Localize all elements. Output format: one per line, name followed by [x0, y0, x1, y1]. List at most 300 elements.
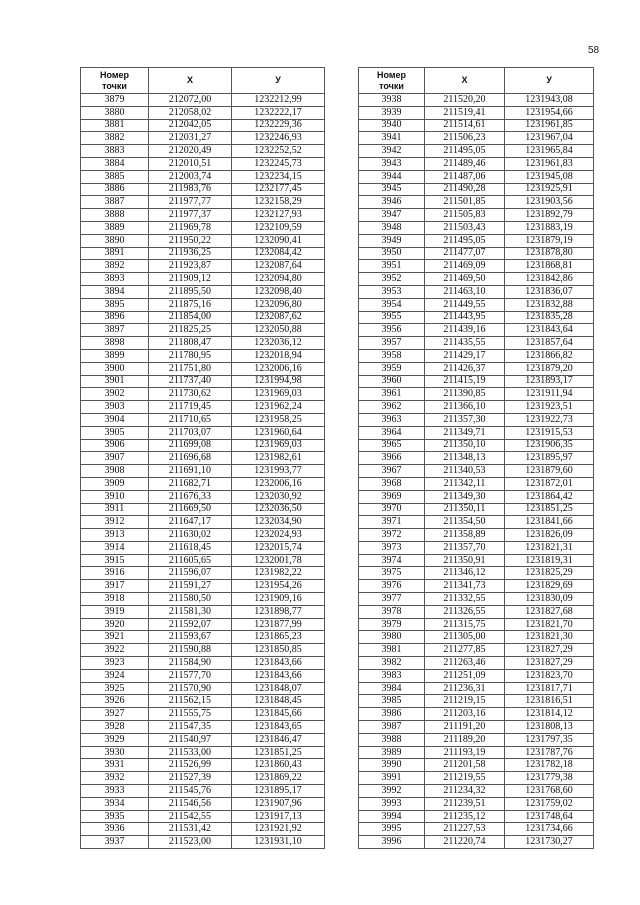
cell-point-number: 3992: [359, 785, 425, 798]
table-row: [81, 234, 325, 247]
table-row: [81, 132, 325, 145]
cell-y: 1231827,29: [505, 644, 594, 657]
header-x: X: [149, 68, 232, 94]
cell-x: 211332,55: [425, 593, 505, 606]
cell-x: 211235,12: [425, 810, 505, 823]
cell-point-number: 3906: [81, 439, 149, 452]
cell-x: 211305,00: [425, 631, 505, 644]
cell-y: 1231925,91: [505, 183, 594, 196]
cell-y: 1231832,88: [505, 298, 594, 311]
table-row: [81, 810, 325, 823]
cell-x: 211562,15: [149, 695, 232, 708]
table-row: [359, 785, 594, 798]
cell-point-number: 3993: [359, 797, 425, 810]
cell-y: 1231808,13: [505, 721, 594, 734]
table-row: [359, 631, 594, 644]
cell-y: 1231826,09: [505, 529, 594, 542]
table-row: [359, 273, 594, 286]
table-row: [359, 516, 594, 529]
cell-y: 1232024,93: [232, 529, 325, 542]
header-point-number: [359, 68, 425, 94]
cell-x: 211191,20: [425, 721, 505, 734]
cell-y: 1231851,25: [232, 746, 325, 759]
table-row: [81, 183, 325, 196]
cell-x: 211751,80: [149, 362, 232, 375]
cell-y: 1231893,17: [505, 375, 594, 388]
cell-x: 211435,55: [425, 337, 505, 350]
cell-point-number: 3988: [359, 733, 425, 746]
cell-x: 211710,65: [149, 413, 232, 426]
cell-x: 211808,47: [149, 337, 232, 350]
table-row: [359, 324, 594, 337]
table-row: [359, 823, 594, 836]
table-row: [359, 759, 594, 772]
cell-x: 211315,75: [425, 618, 505, 631]
table-row: [359, 772, 594, 785]
cell-x: 211682,71: [149, 477, 232, 490]
cell-x: 211219,55: [425, 772, 505, 785]
cell-y: 1231848,07: [232, 682, 325, 695]
cell-point-number: 3977: [359, 593, 425, 606]
table-row: [81, 375, 325, 388]
cell-point-number: 3962: [359, 401, 425, 414]
cell-y: 1231921,92: [232, 823, 325, 836]
cell-point-number: 3944: [359, 170, 425, 183]
cell-x: 211490,28: [425, 183, 505, 196]
cell-point-number: 3951: [359, 260, 425, 273]
cell-y: 1231843,66: [232, 657, 325, 670]
cell-x: 211357,30: [425, 413, 505, 426]
cell-y: 1231917,13: [232, 810, 325, 823]
cell-x: 211547,35: [149, 721, 232, 734]
table-row: [81, 337, 325, 350]
cell-point-number: 3925: [81, 682, 149, 695]
cell-x: 211540,97: [149, 733, 232, 746]
table-row: [81, 721, 325, 734]
cell-point-number: 3920: [81, 618, 149, 631]
table-row: [359, 349, 594, 362]
header-y: У: [505, 68, 594, 94]
cell-x: 211463,10: [425, 285, 505, 298]
cell-y: 1232094,80: [232, 273, 325, 286]
cell-x: 211936,25: [149, 247, 232, 260]
header-point-number-line1: Номер: [376, 70, 407, 81]
cell-y: 1231903,56: [505, 196, 594, 209]
table-row: [81, 695, 325, 708]
cell-x: 211469,50: [425, 273, 505, 286]
cell-point-number: 3922: [81, 644, 149, 657]
table-row: [359, 439, 594, 452]
cell-point-number: 3975: [359, 567, 425, 580]
cell-x: 211514,61: [425, 119, 505, 132]
cell-y: 1231848,45: [232, 695, 325, 708]
cell-y: 1231759,02: [505, 797, 594, 810]
cell-x: 211584,90: [149, 657, 232, 670]
cell-x: 211875,16: [149, 298, 232, 311]
cell-y: 1232050,88: [232, 324, 325, 337]
cell-y: 1232018,94: [232, 349, 325, 362]
cell-point-number: 3917: [81, 580, 149, 593]
cell-y: 1232252,52: [232, 145, 325, 158]
table-row: [359, 810, 594, 823]
cell-y: 1231906,35: [505, 439, 594, 452]
cell-point-number: 3971: [359, 516, 425, 529]
cell-x: 211909,12: [149, 273, 232, 286]
header-x: X: [425, 68, 505, 94]
table-row: [359, 234, 594, 247]
cell-x: 211950,22: [149, 234, 232, 247]
table-row: [359, 413, 594, 426]
cell-y: 1231841,66: [505, 516, 594, 529]
cell-x: 211358,89: [425, 529, 505, 542]
cell-point-number: 3985: [359, 695, 425, 708]
cell-point-number: 3928: [81, 721, 149, 734]
cell-y: 1231962,24: [232, 401, 325, 414]
cell-x: 211503,43: [425, 221, 505, 234]
table-row: [359, 541, 594, 554]
table-row: [81, 785, 325, 798]
cell-point-number: 3964: [359, 426, 425, 439]
cell-point-number: 3965: [359, 439, 425, 452]
cell-point-number: 3929: [81, 733, 149, 746]
table-row: [81, 247, 325, 260]
cell-x: 211193,19: [425, 746, 505, 759]
table-row: [359, 452, 594, 465]
cell-point-number: 3913: [81, 529, 149, 542]
coordinates-table-left: [80, 67, 325, 849]
cell-y: 1231869,22: [232, 772, 325, 785]
cell-y: 1231923,51: [505, 401, 594, 414]
cell-point-number: 3914: [81, 541, 149, 554]
cell-point-number: 3970: [359, 503, 425, 516]
table-row: [81, 452, 325, 465]
table-body-right: [359, 94, 594, 849]
table-row: [359, 183, 594, 196]
table-row: [359, 260, 594, 273]
cell-point-number: 3886: [81, 183, 149, 196]
cell-y: 1232234,15: [232, 170, 325, 183]
cell-point-number: 3912: [81, 516, 149, 529]
cell-y: 1231843,64: [505, 324, 594, 337]
cell-point-number: 3949: [359, 234, 425, 247]
cell-x: 211570,90: [149, 682, 232, 695]
cell-x: 212072,00: [149, 94, 232, 107]
cell-point-number: 3957: [359, 337, 425, 350]
table-row: [81, 439, 325, 452]
table-row: [81, 797, 325, 810]
cell-y: 1231842,86: [505, 273, 594, 286]
cell-point-number: 3948: [359, 221, 425, 234]
cell-y: 1231846,47: [232, 733, 325, 746]
header-point-number-line2: точки: [102, 80, 127, 91]
cell-point-number: 3995: [359, 823, 425, 836]
table-row: [359, 477, 594, 490]
cell-point-number: 3905: [81, 426, 149, 439]
cell-y: 1231866,82: [505, 349, 594, 362]
cell-point-number: 3898: [81, 337, 149, 350]
cell-x: 211348,13: [425, 452, 505, 465]
cell-x: 211251,09: [425, 669, 505, 682]
cell-x: 212020,49: [149, 145, 232, 158]
cell-point-number: 3966: [359, 452, 425, 465]
table-row: [359, 247, 594, 260]
cell-x: 211326,55: [425, 605, 505, 618]
table-row: [81, 503, 325, 516]
cell-y: 1231821,31: [505, 541, 594, 554]
cell-x: 211591,27: [149, 580, 232, 593]
cell-point-number: 3892: [81, 260, 149, 273]
cell-point-number: 3927: [81, 708, 149, 721]
table-row: [359, 337, 594, 350]
cell-point-number: 3907: [81, 452, 149, 465]
cell-x: 211201,58: [425, 759, 505, 772]
cell-point-number: 3958: [359, 349, 425, 362]
table-row: [81, 644, 325, 657]
cell-x: 211390,85: [425, 388, 505, 401]
cell-y: 1232222,17: [232, 106, 325, 119]
cell-y: 1231748,64: [505, 810, 594, 823]
cell-x: 211780,95: [149, 349, 232, 362]
table-row: [81, 708, 325, 721]
cell-y: 1231877,99: [232, 618, 325, 631]
table-row: [359, 285, 594, 298]
cell-x: 211854,00: [149, 311, 232, 324]
table-row: [359, 836, 594, 849]
cell-y: 1232030,92: [232, 490, 325, 503]
table-row: [81, 567, 325, 580]
cell-x: 211630,02: [149, 529, 232, 542]
cell-point-number: 3991: [359, 772, 425, 785]
cell-y: 1231857,64: [505, 337, 594, 350]
table-row: [359, 797, 594, 810]
table-row: [359, 490, 594, 503]
cell-y: 1231954,26: [232, 580, 325, 593]
cell-point-number: 3961: [359, 388, 425, 401]
cell-x: 211969,78: [149, 221, 232, 234]
table-row: [81, 285, 325, 298]
cell-y: 1231958,25: [232, 413, 325, 426]
cell-y: 1232036,50: [232, 503, 325, 516]
table-row: [359, 733, 594, 746]
cell-y: 1231895,97: [505, 452, 594, 465]
coordinates-table-right: [358, 67, 594, 849]
table-row: [81, 349, 325, 362]
cell-point-number: 3893: [81, 273, 149, 286]
cell-x: 211219,15: [425, 695, 505, 708]
cell-x: 211669,50: [149, 503, 232, 516]
cell-x: 211277,85: [425, 644, 505, 657]
table-row: [81, 746, 325, 759]
cell-x: 211676,33: [149, 490, 232, 503]
cell-point-number: 3980: [359, 631, 425, 644]
cell-y: 1231829,69: [505, 580, 594, 593]
cell-x: 211203,16: [425, 708, 505, 721]
table-row: [81, 823, 325, 836]
cell-y: 1231816,51: [505, 695, 594, 708]
cell-point-number: 3963: [359, 413, 425, 426]
cell-y: 1231898,77: [232, 605, 325, 618]
cell-point-number: 3888: [81, 209, 149, 222]
table-row: [81, 759, 325, 772]
cell-y: 1231830,09: [505, 593, 594, 606]
cell-x: 212031,27: [149, 132, 232, 145]
cell-x: 211647,17: [149, 516, 232, 529]
cell-point-number: 3986: [359, 708, 425, 721]
cell-point-number: 3900: [81, 362, 149, 375]
cell-x: 211340,53: [425, 465, 505, 478]
cell-point-number: 3956: [359, 324, 425, 337]
table-row: [81, 772, 325, 785]
table-row: [81, 669, 325, 682]
cell-point-number: 3987: [359, 721, 425, 734]
cell-x: 211542,55: [149, 810, 232, 823]
cell-y: 1231895,17: [232, 785, 325, 798]
cell-point-number: 3938: [359, 94, 425, 107]
table-row: [81, 311, 325, 324]
table-row: [81, 516, 325, 529]
table-row: [81, 618, 325, 631]
cell-x: 211236,31: [425, 682, 505, 695]
cell-x: 211439,16: [425, 324, 505, 337]
cell-x: 211977,37: [149, 209, 232, 222]
table-row: [359, 119, 594, 132]
cell-y: 1232229,36: [232, 119, 325, 132]
cell-x: 211239,51: [425, 797, 505, 810]
table-row: [81, 605, 325, 618]
cell-point-number: 3976: [359, 580, 425, 593]
cell-x: 211737,40: [149, 375, 232, 388]
table-row: [81, 209, 325, 222]
cell-x: 211596,07: [149, 567, 232, 580]
cell-y: 1231872,01: [505, 477, 594, 490]
table-row: [359, 426, 594, 439]
cell-y: 1231843,65: [232, 721, 325, 734]
cell-x: 211415,19: [425, 375, 505, 388]
table-row: [359, 362, 594, 375]
table-row: [359, 605, 594, 618]
table-row: [81, 119, 325, 132]
cell-point-number: 3990: [359, 759, 425, 772]
cell-y: 1231965,84: [505, 145, 594, 158]
cell-y: 1231907,96: [232, 797, 325, 810]
table-row: [81, 554, 325, 567]
table-row: [359, 554, 594, 567]
cell-point-number: 3918: [81, 593, 149, 606]
cell-point-number: 3895: [81, 298, 149, 311]
cell-point-number: 3902: [81, 388, 149, 401]
table-row: [81, 388, 325, 401]
table-row: [81, 260, 325, 273]
cell-point-number: 3926: [81, 695, 149, 708]
cell-x: 211555,75: [149, 708, 232, 721]
cell-y: 1231827,68: [505, 605, 594, 618]
cell-y: 1231969,03: [232, 439, 325, 452]
cell-point-number: 3973: [359, 541, 425, 554]
cell-y: 1231994,98: [232, 375, 325, 388]
cell-x: 211350,91: [425, 554, 505, 567]
cell-y: 1231945,08: [505, 170, 594, 183]
cell-x: 211577,70: [149, 669, 232, 682]
cell-y: 1231814,12: [505, 708, 594, 721]
table-row: [81, 145, 325, 158]
cell-y: 1231993,77: [232, 465, 325, 478]
cell-y: 1231734,66: [505, 823, 594, 836]
cell-y: 1232015,74: [232, 541, 325, 554]
cell-y: 1232177,45: [232, 183, 325, 196]
table-row: [359, 618, 594, 631]
cell-y: 1231879,19: [505, 234, 594, 247]
cell-y: 1231827,29: [505, 657, 594, 670]
table-row: [81, 733, 325, 746]
header-point-number: [81, 68, 149, 94]
cell-x: 211354,50: [425, 516, 505, 529]
cell-point-number: 3942: [359, 145, 425, 158]
cell-y: 1231915,53: [505, 426, 594, 439]
cell-y: 1231860,43: [232, 759, 325, 772]
table-row: [81, 221, 325, 234]
cell-y: 1232087,62: [232, 311, 325, 324]
cell-y: 1231982,22: [232, 567, 325, 580]
cell-point-number: 3889: [81, 221, 149, 234]
table-row: [359, 721, 594, 734]
cell-y: 1232246,93: [232, 132, 325, 145]
cell-y: 1232036,12: [232, 337, 325, 350]
cell-x: 211449,55: [425, 298, 505, 311]
table-row: [359, 593, 594, 606]
cell-point-number: 3930: [81, 746, 149, 759]
cell-point-number: 3909: [81, 477, 149, 490]
table-row: [81, 477, 325, 490]
cell-x: 211342,11: [425, 477, 505, 490]
cell-x: 211227,53: [425, 823, 505, 836]
cell-x: 211220,74: [425, 836, 505, 849]
cell-point-number: 3881: [81, 119, 149, 132]
cell-x: 211590,88: [149, 644, 232, 657]
cell-x: 211426,37: [425, 362, 505, 375]
cell-y: 1231878,80: [505, 247, 594, 260]
cell-x: 211730,62: [149, 388, 232, 401]
cell-x: 211977,77: [149, 196, 232, 209]
cell-point-number: 3879: [81, 94, 149, 107]
table-row: [359, 209, 594, 222]
cell-point-number: 3955: [359, 311, 425, 324]
cell-x: 211983,76: [149, 183, 232, 196]
cell-y: 1231922,73: [505, 413, 594, 426]
cell-point-number: 3996: [359, 836, 425, 849]
cell-x: 211501,85: [425, 196, 505, 209]
cell-x: 211477,07: [425, 247, 505, 260]
cell-y: 1231868,81: [505, 260, 594, 273]
cell-y: 1232109,59: [232, 221, 325, 234]
cell-point-number: 3911: [81, 503, 149, 516]
header-y: У: [232, 68, 325, 94]
table-row: [359, 157, 594, 170]
cell-y: 1232098,40: [232, 285, 325, 298]
cell-y: 1231779,38: [505, 772, 594, 785]
table-row: [359, 644, 594, 657]
cell-x: 211923,87: [149, 260, 232, 273]
table-row: [81, 490, 325, 503]
cell-x: 211495,05: [425, 145, 505, 158]
cell-x: 211580,50: [149, 593, 232, 606]
cell-y: 1232087,64: [232, 260, 325, 273]
cell-point-number: 3882: [81, 132, 149, 145]
cell-y: 1232034,90: [232, 516, 325, 529]
cell-point-number: 3959: [359, 362, 425, 375]
table-row: [81, 413, 325, 426]
cell-y: 1231782,18: [505, 759, 594, 772]
table-row: [81, 836, 325, 849]
